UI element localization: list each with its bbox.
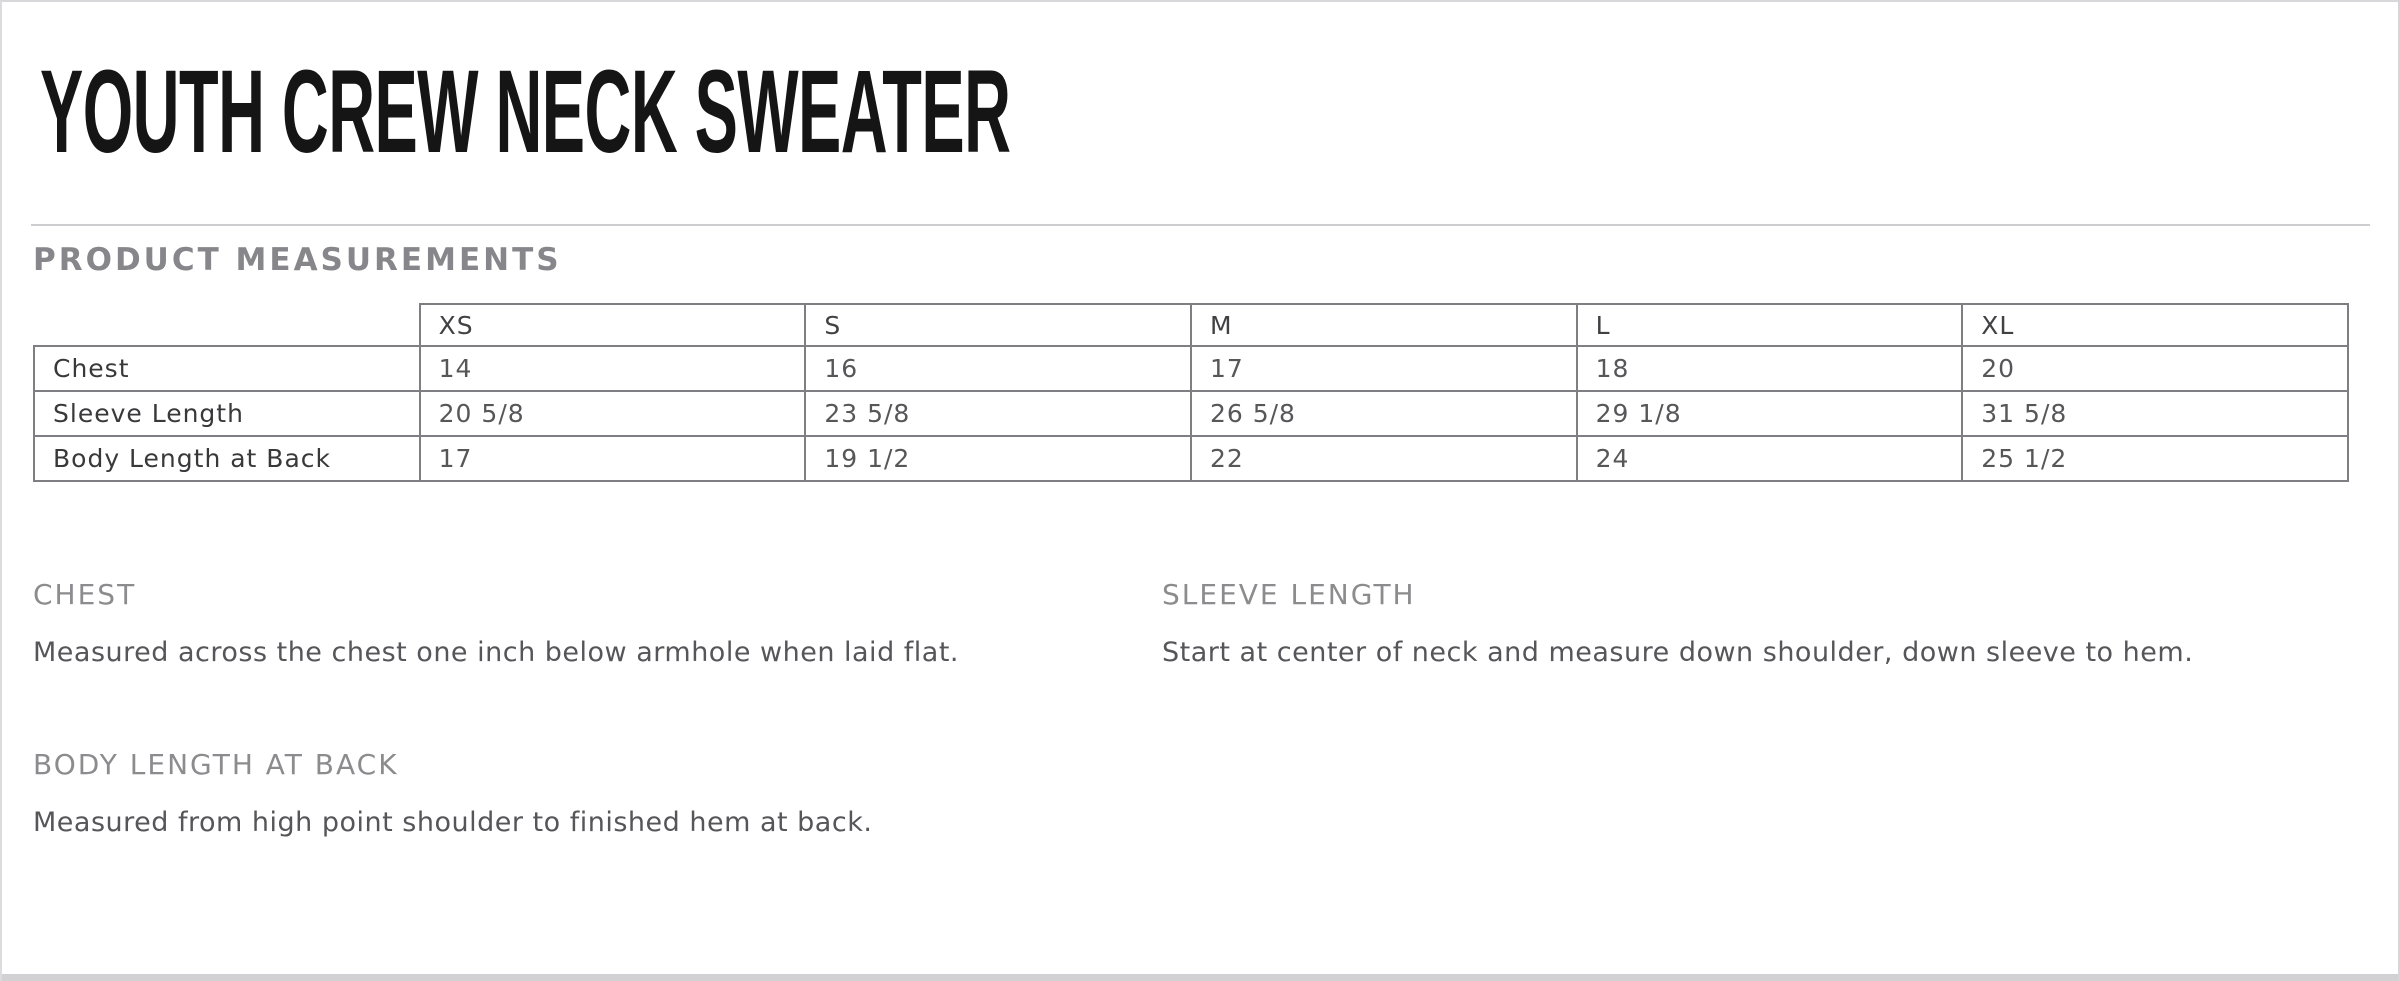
cell-value: 22: [1191, 436, 1577, 481]
size-header-row: [34, 304, 2348, 346]
cell-value: 14: [420, 346, 806, 391]
row-label: Sleeve Length: [34, 391, 420, 436]
cell-value: 16: [805, 346, 1191, 391]
table-row-chest: [34, 346, 2348, 391]
size-col-xs: XS: [420, 304, 806, 346]
cell-value: 17: [1191, 346, 1577, 391]
size-col-l: L: [1577, 304, 1963, 346]
bottom-scrollbar-track: [2, 974, 2398, 981]
size-col-s: S: [805, 304, 1191, 346]
table-row-body-length: [34, 436, 2348, 481]
cell-value: 20 5/8: [420, 391, 806, 436]
cell-value: 17: [420, 436, 806, 481]
cell-value: 24: [1577, 436, 1963, 481]
cell-value: 18: [1577, 346, 1963, 391]
measurement-definitions: [33, 575, 2370, 849]
definition-term: SLEEVE LENGTH: [1162, 578, 1416, 611]
size-col-xl: XL: [1962, 304, 2348, 346]
corner-cell: [34, 304, 420, 346]
definition-term: BODY LENGTH AT BACK: [33, 748, 399, 781]
size-col-m: M: [1191, 304, 1577, 346]
cell-value: 26 5/8: [1191, 391, 1577, 436]
row-label: Body Length at Back: [34, 436, 420, 481]
divider-line: [31, 224, 2370, 226]
cell-value: 23 5/8: [805, 391, 1191, 436]
definition-chest: [33, 575, 1162, 679]
definition-description: Measured from high point shoulder to finished hem at back.: [33, 807, 873, 838]
definition-body-length-at-back: [33, 745, 1162, 849]
row-label: Chest: [34, 346, 420, 391]
cell-value: 25 1/2: [1962, 436, 2348, 481]
product-title: YOUTH CREW NECK SWEATER: [40, 46, 1011, 178]
definition-description: Start at center of neck and measure down shoulder, down sleeve to hem.: [1162, 637, 2194, 668]
cell-value: 29 1/8: [1577, 391, 1963, 436]
cell-value: 20: [1962, 346, 2348, 391]
cell-value: 19 1/2: [805, 436, 1191, 481]
measurements-table: [33, 303, 2349, 482]
definition-sleeve-length: [1162, 575, 2370, 679]
section-heading: PRODUCT MEASUREMENTS: [33, 242, 562, 278]
table-row-sleeve-length: [34, 391, 2348, 436]
definition-term: CHEST: [33, 578, 137, 611]
definition-description: Measured across the chest one inch below armhole when laid flat.: [33, 637, 960, 668]
cell-value: 31 5/8: [1962, 391, 2348, 436]
